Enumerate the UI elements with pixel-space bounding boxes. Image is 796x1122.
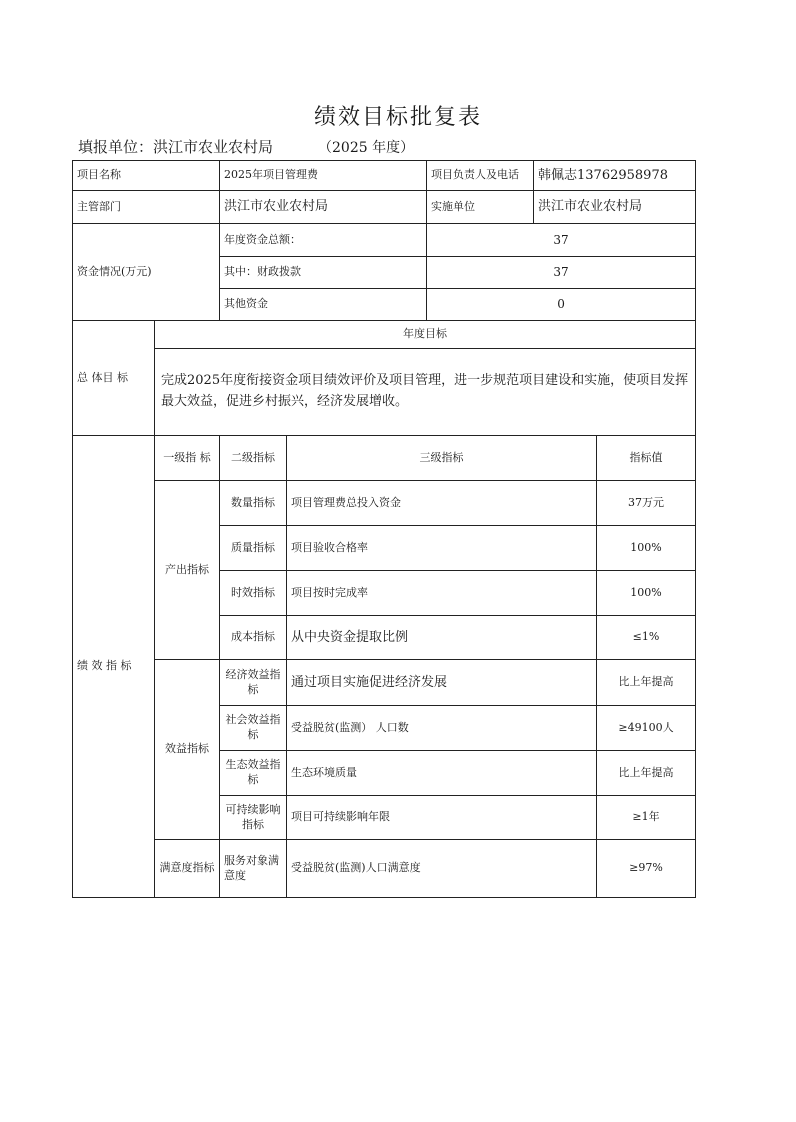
funds-row-label: 其他资金 xyxy=(220,289,427,321)
header-l3: 三级指标 xyxy=(287,436,597,481)
indicator-l2: 成本指标 xyxy=(220,616,287,660)
header-l2: 二级指标 xyxy=(220,436,287,481)
satisfaction-label: 满意度指标 xyxy=(155,840,220,898)
indicator-l2: 时效指标 xyxy=(220,571,287,616)
project-name-label: 项目名称 xyxy=(73,161,220,191)
indicator-value: 比上年提高 xyxy=(597,660,696,706)
performance-target-table xyxy=(72,160,696,898)
table-row xyxy=(73,161,696,191)
contact-label: 项目负责人及电话 xyxy=(427,161,534,191)
goal-text: 完成2025年度衔接资金项目绩效评价及项目管理，进一步规范项目建设和实施，使项目发挥最大效益，促进乡村振兴，经济发展增收。 xyxy=(155,349,696,436)
indicator-l2: 经济效益指标 xyxy=(220,660,287,706)
header-l1: 一级指 标 xyxy=(155,436,220,481)
indicator-value: ≥97% xyxy=(597,840,696,898)
impl-label: 实施单位 xyxy=(427,191,534,224)
table-row xyxy=(73,481,696,526)
indicator-value: 比上年提高 xyxy=(597,751,696,796)
funds-row-value: 0 xyxy=(427,289,696,321)
goal-header: 年度目标 xyxy=(155,321,696,349)
indicator-l2: 数量指标 xyxy=(220,481,287,526)
header-value: 指标值 xyxy=(597,436,696,481)
table-row xyxy=(73,224,696,257)
indicator-l2: 生态效益指标 xyxy=(220,751,287,796)
indicator-value: ≥1年 xyxy=(597,796,696,840)
indicator-l3: 受益脱贫(监测） 人口数 xyxy=(287,706,597,751)
indicator-l3: 项目管理费总投入资金 xyxy=(287,481,597,526)
indicator-l2: 质量指标 xyxy=(220,526,287,571)
output-label: 产出指标 xyxy=(155,481,220,660)
benefit-label: 效益指标 xyxy=(155,660,220,840)
indicator-l3: 项目验收合格率 xyxy=(287,526,597,571)
project-name-value: 2025年项目管理费 xyxy=(220,161,427,191)
funds-row-value: 37 xyxy=(427,257,696,289)
indicator-value: ≤1% xyxy=(597,616,696,660)
reporting-unit: 填报单位：洪江市农业农村局 xyxy=(78,138,274,156)
indicator-l3: 生态环境质量 xyxy=(287,751,597,796)
table-row xyxy=(73,660,696,706)
indicator-l2: 社会效益指标 xyxy=(220,706,287,751)
indicator-l3: 项目按时完成率 xyxy=(287,571,597,616)
table-row xyxy=(73,436,696,481)
indicator-value: 37万元 xyxy=(597,481,696,526)
contact-value: 韩佩志13762958978 xyxy=(534,161,696,191)
indicator-l3: 受益脱贫(监测)人口满意度 xyxy=(287,840,597,898)
indicator-l3: 从中央资金提取比例 xyxy=(287,616,597,660)
table-row xyxy=(73,349,696,436)
indicator-value: 100% xyxy=(597,571,696,616)
indicator-l2: 服务对象满意度 xyxy=(220,840,287,898)
funds-row-label: 其中：财政拨款 xyxy=(220,257,427,289)
funds-row-label: 年度资金总额： xyxy=(220,224,427,257)
impl-value: 洪江市农业农村局 xyxy=(534,191,696,224)
indicator-l2: 可持续影响指标 xyxy=(220,796,287,840)
indicator-value: ≥49100人 xyxy=(597,706,696,751)
table-row xyxy=(73,321,696,349)
dept-value: 洪江市农业农村局 xyxy=(220,191,427,224)
perf-label: 绩 效 指 标 xyxy=(73,436,155,898)
table-row xyxy=(73,191,696,224)
funds-label: 资金情况(万元) xyxy=(73,224,220,321)
goal-label: 总 体目 标 xyxy=(73,321,155,436)
indicator-l3: 通过项目实施促进经济发展 xyxy=(287,660,597,706)
indicator-value: 100% xyxy=(597,526,696,571)
report-year: （2025 年度） xyxy=(318,140,415,156)
funds-row-value: 37 xyxy=(427,224,696,257)
page-title: 绩效目标批复表 xyxy=(313,105,482,130)
dept-label: 主管部门 xyxy=(73,191,220,224)
indicator-l3: 项目可持续影响年限 xyxy=(287,796,597,840)
table-row xyxy=(73,840,696,898)
